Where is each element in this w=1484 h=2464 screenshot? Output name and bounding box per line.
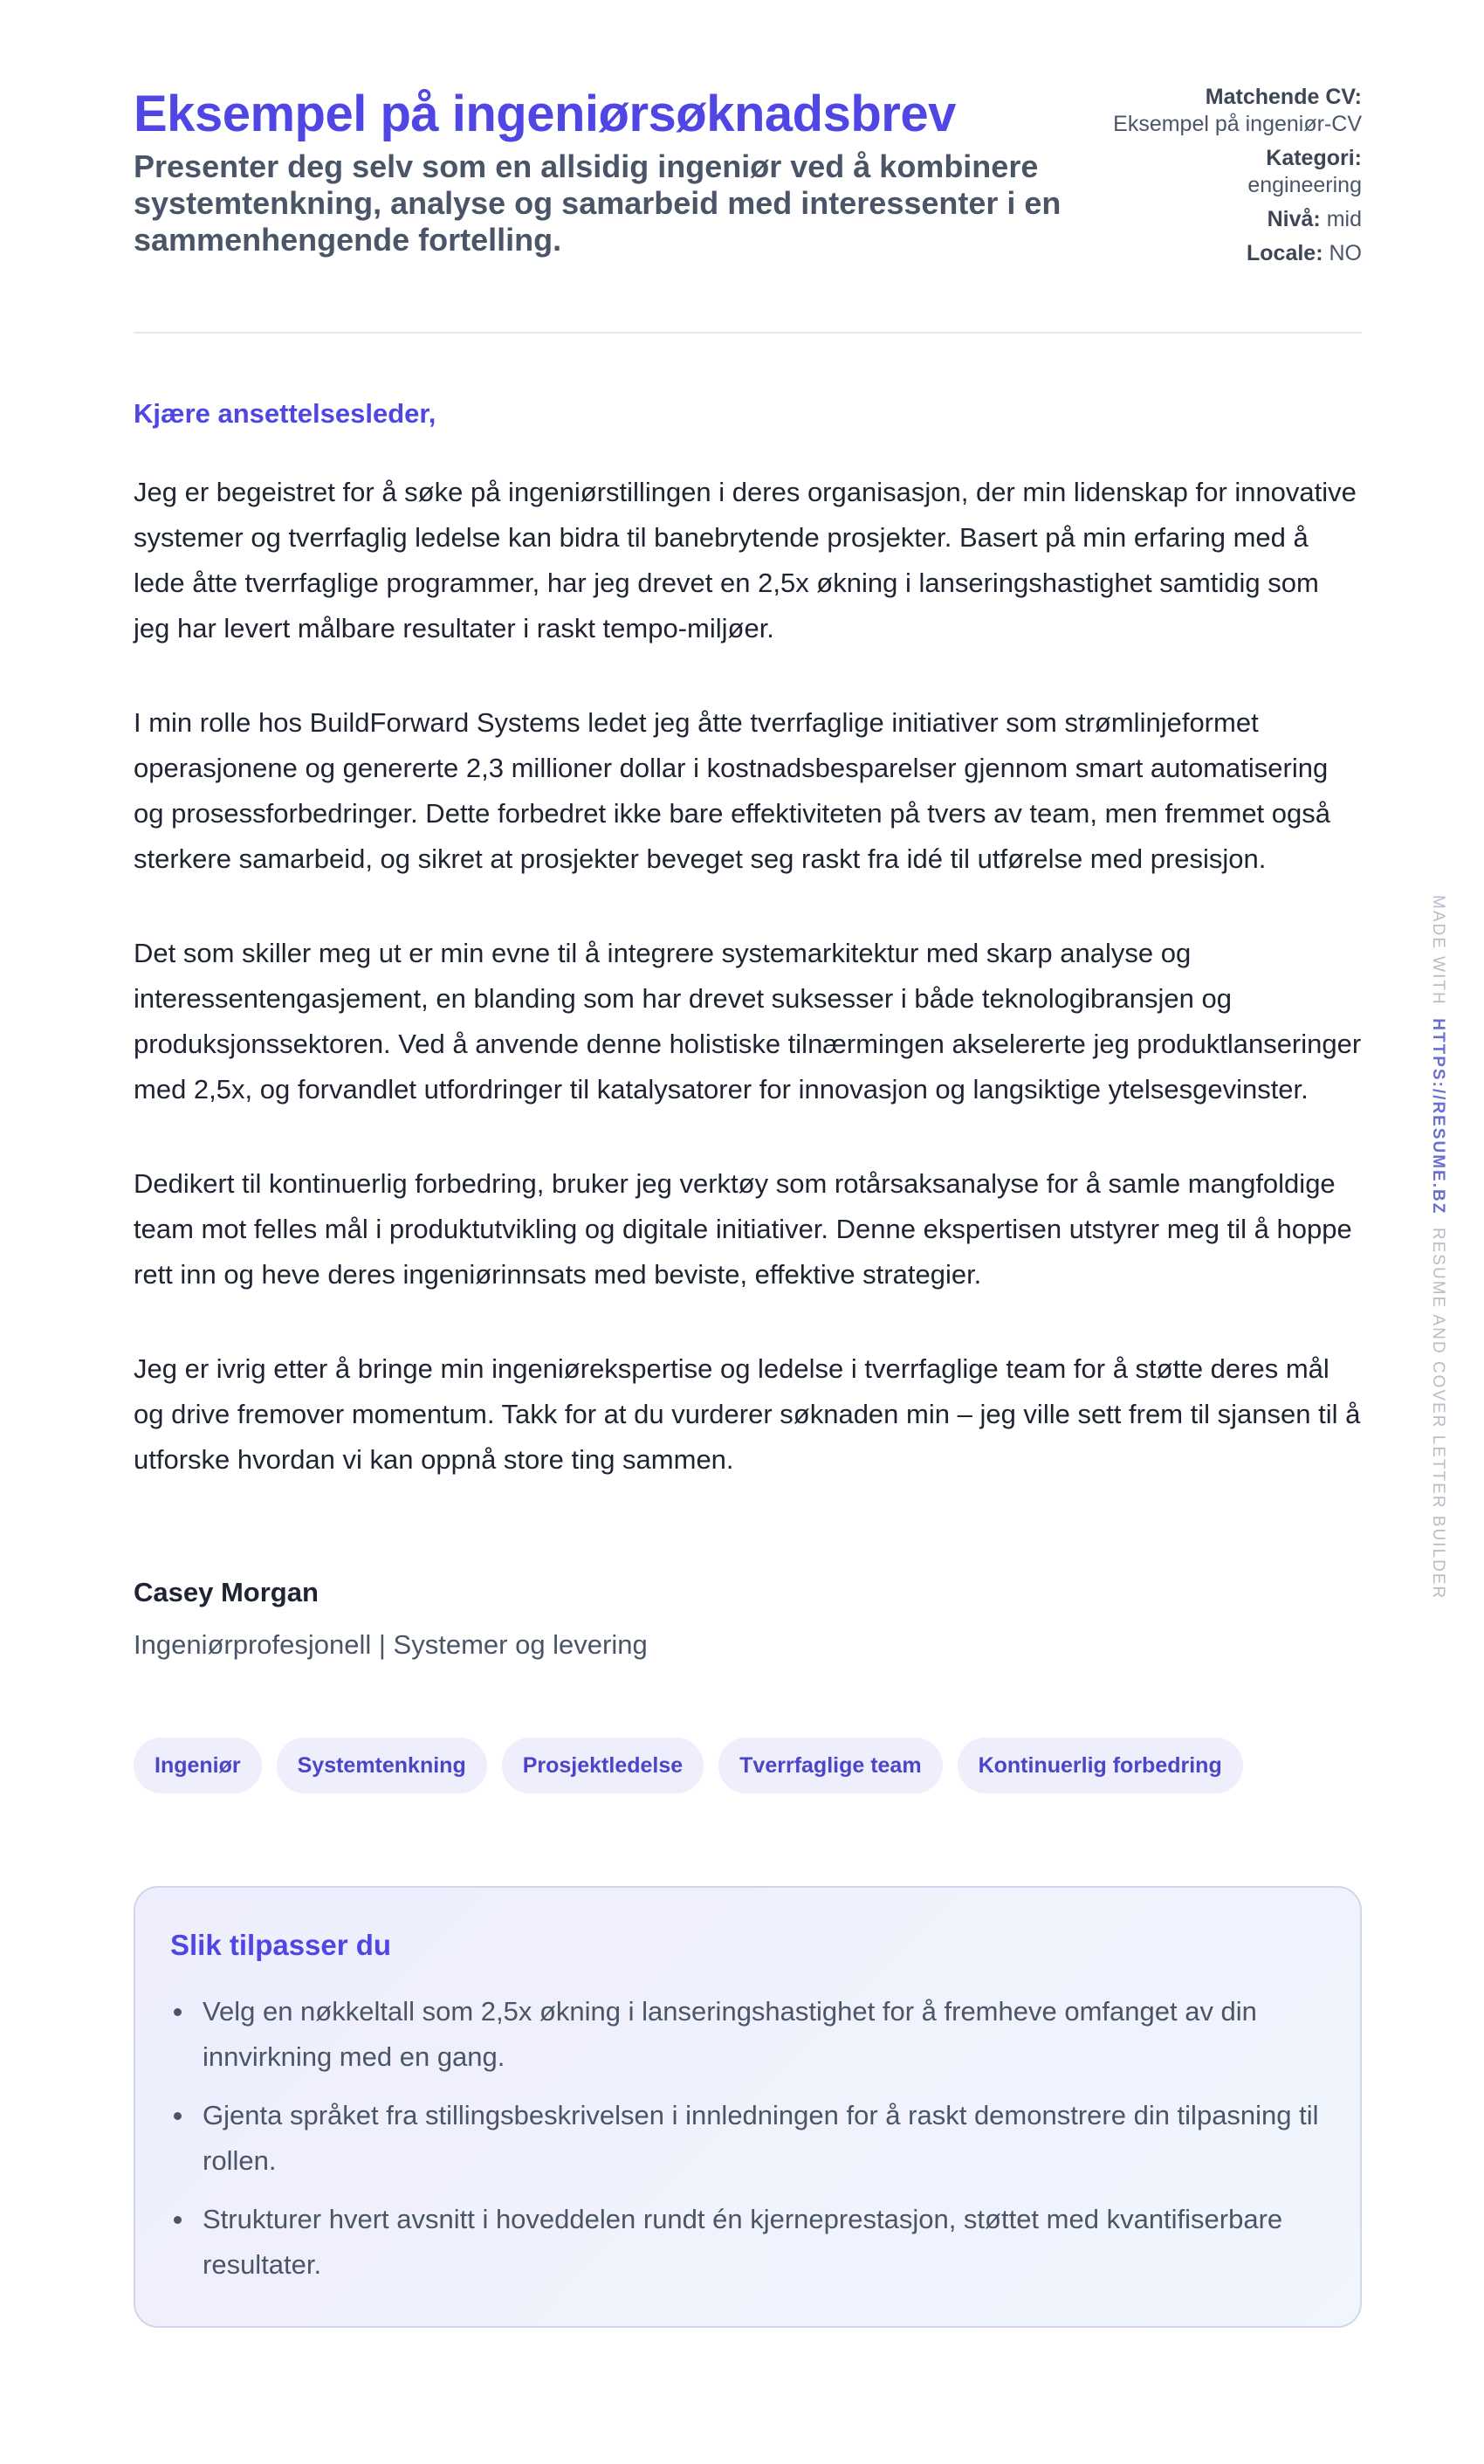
meta-level [1100,206,1362,233]
tag-chip[interactable]: Kontinuerlig forbedring [958,1738,1243,1793]
credit-suffix: RESUME AND COVER LETTER BUILDER [1429,1227,1447,1600]
tips-item-text: Velg en nøkkeltall som 2,5x økning i lanseringshastighet for å fremheve omfanget av din innvirkning med en gang. [203,1996,1257,2072]
meta-cv-label: Matchende CV: [1205,85,1362,109]
letter-paragraph: Jeg er ivrig etter å bringe min ingeniørekspertise og ledelse i tverrfaglige team for å støtte deres mål og drive fremover momentum. Takk for at du vurderer søknaden min – jeg ville sett frem til sjansen til å utforske hvordan vi kan oppnå store ting sammen. [134,1353,1361,1475]
letter-header [134,0,1362,334]
meta-category [1100,145,1362,199]
meta-locale-label: Locale: [1247,241,1323,265]
letter-body [134,470,1362,1483]
credit-prefix: MADE WITH [1429,895,1447,1006]
meta-matching-cv [1100,84,1362,138]
tag-chip[interactable]: Ingeniør [134,1738,262,1793]
page-title: Eksempel på ingeniørsøknadsbrev [134,86,956,142]
bullet-dot-icon [174,2112,182,2120]
meta-level-label: Nivå: [1267,207,1321,231]
tips-item [170,2093,1325,2184]
tips-item [170,1989,1325,2080]
meta-level-value: mid [1326,207,1362,231]
letter-paragraph: Dedikert til kontinuerlig forbedring, bruker jeg verktøy som rotårsaksanalyse for å samle mangfoldige team mot felles mål i produktutvikling og digitale initiativer. Denne ekspertisen utstyrer meg til å hoppe rett inn og heve deres ingeniørinnsats med beviste, effektive strategier. [134,1168,1352,1290]
tag-list [134,1738,1362,1793]
tag-chip[interactable]: Systemtenkning [277,1738,487,1793]
meta-cv-value: Eksempel på ingeniør-CV [1113,112,1362,136]
tips-title: Slik tilpasser du [170,1929,392,1961]
bullet-dot-icon [174,2216,182,2224]
side-credit [1426,895,1449,1611]
tips-list [170,1989,1325,2288]
signature-name: Casey Morgan [134,1577,319,1607]
meta-category-label: Kategori: [1266,146,1362,170]
letter-paragraph: Jeg er begeistret for å søke på ingeniørstillingen i deres organisasjon, der min lidenskap for innovative systemer og tverrfaglig ledelse kan bidra til banebrytende prosjekter. Basert på min erfaring med å lede åtte tverrfaglige programmer, har jeg drevet en 2,5x økning i lanseringshastighet samtidig som jeg har levert målbare resultater i raskt tempo-miljøer. [134,477,1357,644]
signature-role: Ingeniørprofesjonell | Systemer og levering [134,1629,648,1660]
credit-link[interactable]: HTTPS://RESUME.BZ [1429,1018,1447,1215]
meta-panel [1100,84,1362,274]
tips-item [170,2197,1325,2288]
letter-paragraph: I min rolle hos BuildForward Systems ledet jeg åtte tverrfaglige initiativer som strømlinjeformet operasjonene og genererte 2,3 millioner dollar i kostnadsbesparelser gjennom smart automatisering og prosessforbedringer. Dette forbedret ikke bare effektiviteten på tvers av team, men fremmet også sterkere samarbeid, og sikret at prosjekter beveget seg raskt fra idé til utførelse med presisjon. [134,707,1331,874]
letter-greeting: Kjære ansettelsesleder, [134,398,436,429]
tips-card [134,1886,1362,2328]
tips-item-text: Gjenta språket fra stillingsbeskrivelsen i innledningen for å raskt demonstrere din tilpasning til rollen. [203,2100,1319,2176]
tips-item-text: Strukturer hvert avsnitt i hoveddelen rundt én kjerneprestasjon, støttet med kvantifiserbare resultater. [203,2204,1283,2280]
tag-chip[interactable]: Tverrfaglige team [718,1738,942,1793]
cover-letter-page [134,0,1362,2328]
tag-chip[interactable]: Prosjektledelse [502,1738,704,1793]
bullet-dot-icon [174,2008,182,2016]
meta-locale [1100,240,1362,267]
letter-paragraph: Det som skiller meg ut er min evne til å integrere systemarkitektur med skarp analyse og interessentengasjement, en blanding som har drevet suksesser i både teknologibransjen og produksjonssektoren. Ved å anvende denne holistiske tilnærmingen akselererte jeg produktlanseringer med 2,5x, og forvandlet utfordringer til katalysatorer for innovasjon og langsiktige ytelsesgevinster. [134,938,1362,1105]
meta-locale-value: NO [1329,241,1362,265]
meta-category-value: engineering [1247,173,1362,197]
page-subtitle: Presenter deg selv som en allsidig ingeniør ved å kombinere systemtenkning, analyse og samarbeid med interessenter i en sammenhengende fortelling. [134,148,1061,258]
